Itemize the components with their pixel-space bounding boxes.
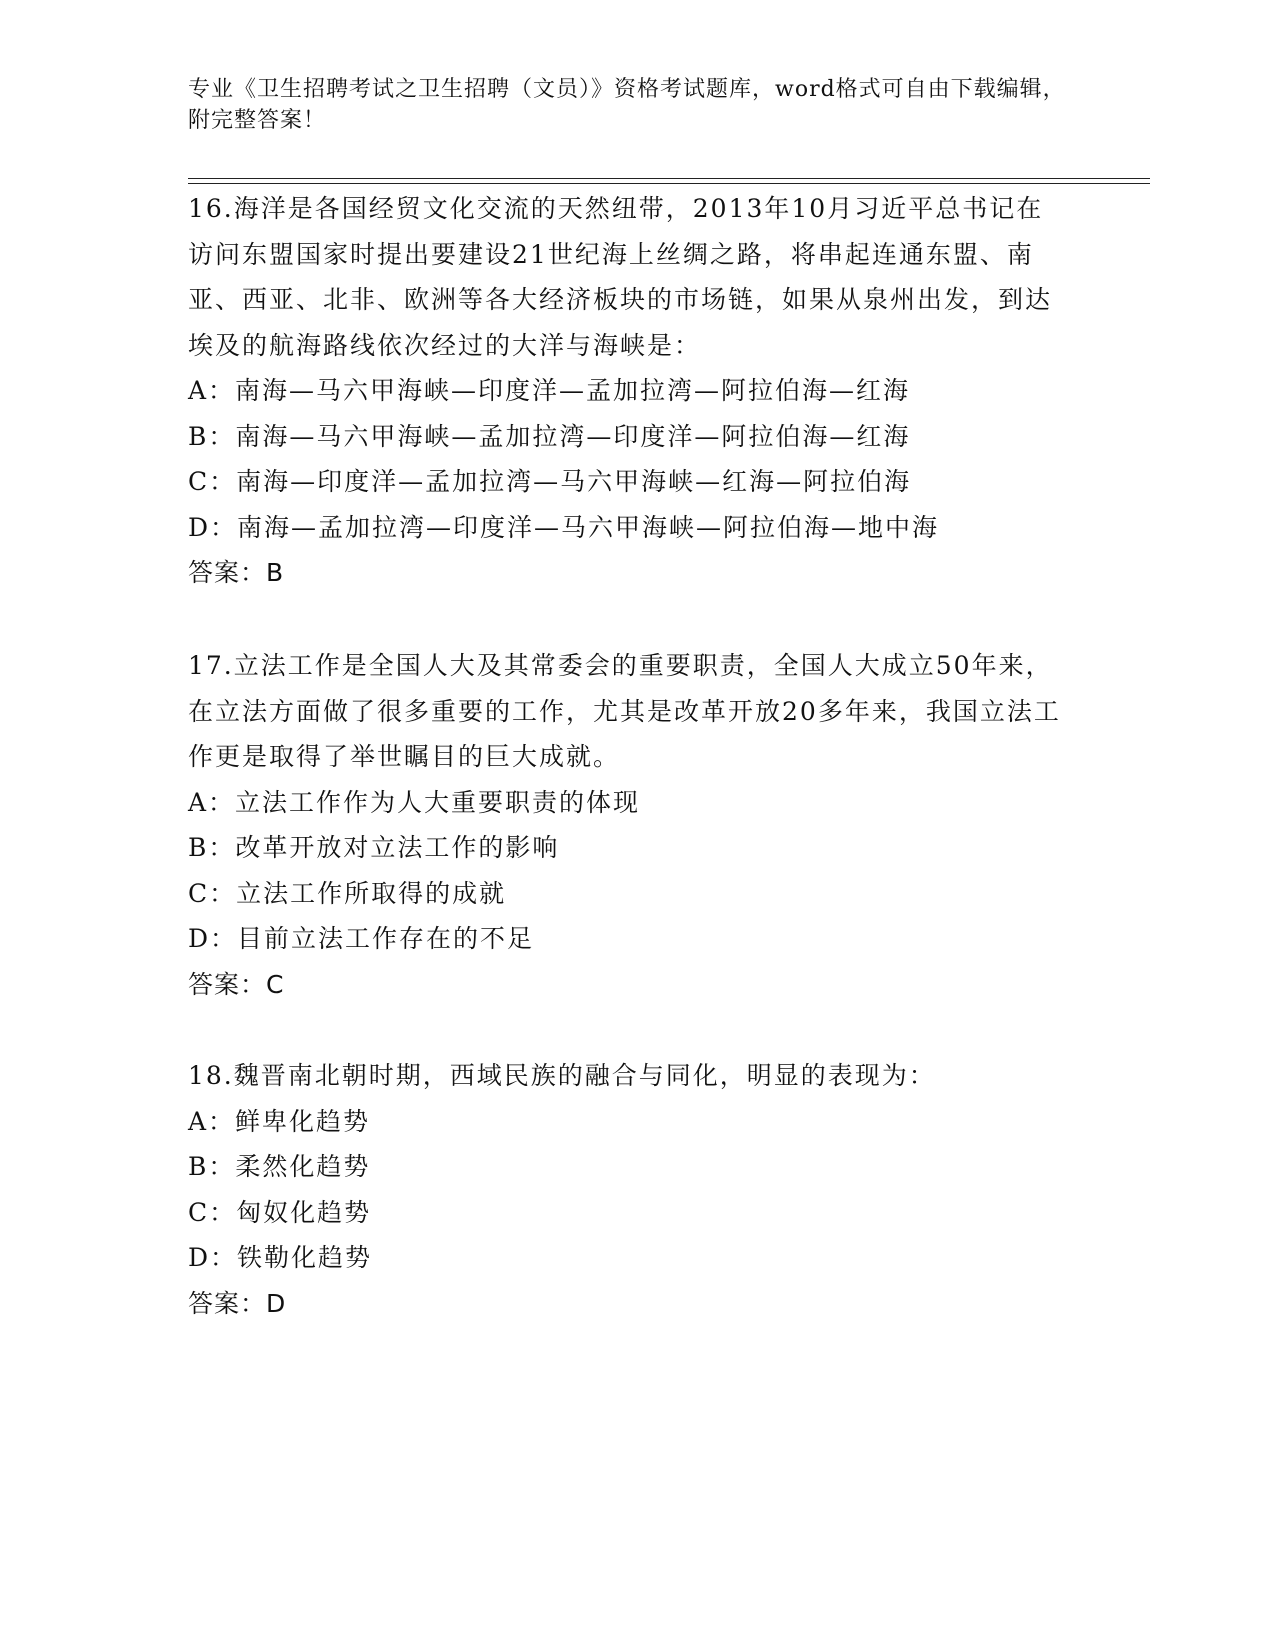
question-stem: 16.海洋是各国经贸文化交流的天然纽带，2013年10月习近平总书记在访问东盟国家时提出要建设21世纪海上丝绸之路，将串起连通东盟、南亚、西亚、北非、欧洲等各大经济板块的市场链，如果从泉州出发，到达埃及的航海路线依次经过的大洋与海峡是： [188,194,1053,360]
question-stem: 18.魏晋南北朝时期，西域民族的融合与同化，明显的表现为： [188,1061,936,1090]
question-16 [188,186,1068,596]
option-a: A：鲜卑化趋势 [188,1106,371,1136]
option-a: A：南海—马六甲海峡—印度洋—孟加拉湾—阿拉伯海—红海 [188,376,911,405]
question-18 [188,1053,1068,1326]
option-d: D：铁勒化趋势 [188,1243,373,1272]
option-d: D：目前立法工作存在的不足 [188,924,535,953]
option-c: C：匈奴化趋势 [188,1197,372,1227]
option-c: C：立法工作所取得的成就 [188,878,507,908]
header-divider-bottom [188,183,1150,184]
document-header: 专业《卫生招聘考试之卫生招聘（文员）》资格考试题库，word格式可自由下载编辑，附完整答案！ [188,77,1066,133]
option-b: B：柔然化趋势 [188,1152,371,1181]
answer: 答案：B [188,558,285,587]
question-stem: 17.立法工作是全国人大及其常委会的重要职责，全国人大成立50年来，在立法方面做了很多重要的工作，尤其是改革开放20多年来，我国立法工作更是取得了举世瞩目的巨大成就。 [188,651,1061,771]
option-a: A：立法工作作为人大重要职责的体现 [188,787,641,817]
question-17 [188,643,1068,1007]
answer: 答案：D [188,1288,287,1318]
answer: 答案：C [188,969,285,999]
header-divider-top [188,178,1150,179]
option-b: B：南海—马六甲海峡—孟加拉湾—印度洋—阿拉伯海—红海 [188,421,911,451]
option-d: D：南海—孟加拉湾—印度洋—马六甲海峡—阿拉伯海—地中海 [188,512,940,542]
option-c: C：南海—印度洋—孟加拉湾—马六甲海峡—红海—阿拉伯海 [188,467,912,496]
option-b: B：改革开放对立法工作的影响 [188,833,560,862]
